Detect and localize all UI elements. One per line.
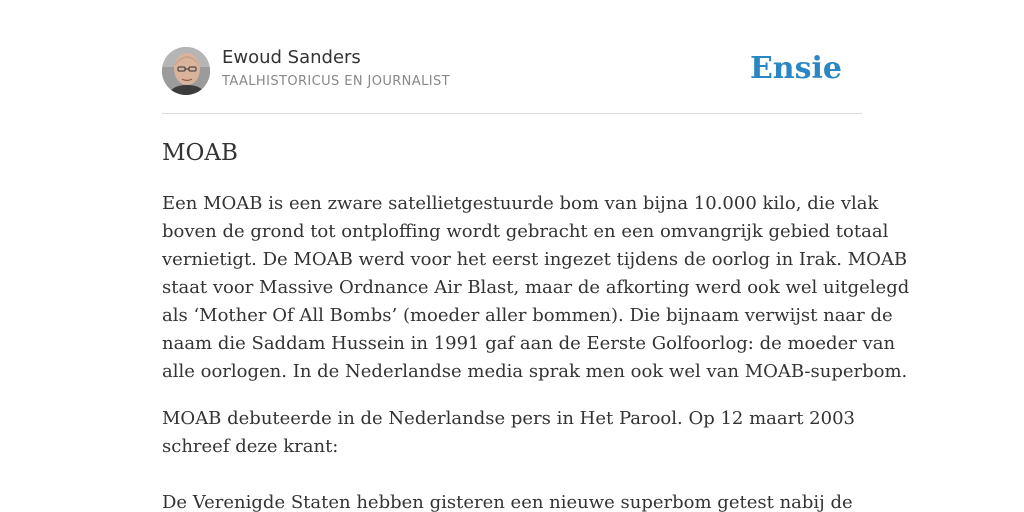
avatar-photo <box>162 47 210 95</box>
ensie-logo-link[interactable]: Ensie <box>749 51 842 86</box>
paragraph-line: als ‘Mother Of All Bombs’ (moeder aller bommen). Die bijnaam verwijst naar de <box>162 305 893 326</box>
paragraph-line: staat voor Massive Ordnance Air Blast, maar de afkorting werd ook wel uitgelegd <box>162 277 910 298</box>
paragraph-line: vernietigt. De MOAB werd voor het eerst ingezet tijdens de oorlog in Irak. MOAB <box>162 249 908 270</box>
paragraph-line: Een MOAB is een zware satellietgestuurde bom van bijna 10.000 kilo, die vlak <box>162 193 879 214</box>
paragraph-line: schreef deze krant: <box>162 436 339 457</box>
paragraph-line: De Verenigde Staten hebben gisteren een nieuwe superbom getest nabij de <box>162 492 853 512</box>
paragraph-line: naam die Saddam Hussein in 1991 gaf aan de Eerste Golfoorlog: de moeder van <box>162 333 896 354</box>
article-paragraph-2 <box>162 405 862 461</box>
article-title: MOAB <box>162 140 238 166</box>
article-quote <box>162 489 862 512</box>
author-avatar[interactable] <box>162 47 210 95</box>
paragraph-line: boven de grond tot ontploffing wordt gebracht en een omvangrijk gebied totaal <box>162 221 889 242</box>
author-role: TAALHISTORICUS EN JOURNALIST <box>222 74 450 89</box>
paragraph-line: alle oorlogen. In de Nederlandse media sprak men ook wel van MOAB-superbom. <box>162 361 908 382</box>
content-column <box>162 0 910 512</box>
article-paragraph-1 <box>162 190 910 386</box>
paragraph-line: MOAB debuteerde in de Nederlandse pers in Het Parool. Op 12 maart 2003 <box>162 408 855 429</box>
author-header <box>162 0 862 114</box>
author-name[interactable]: Ewoud Sanders <box>222 47 361 68</box>
